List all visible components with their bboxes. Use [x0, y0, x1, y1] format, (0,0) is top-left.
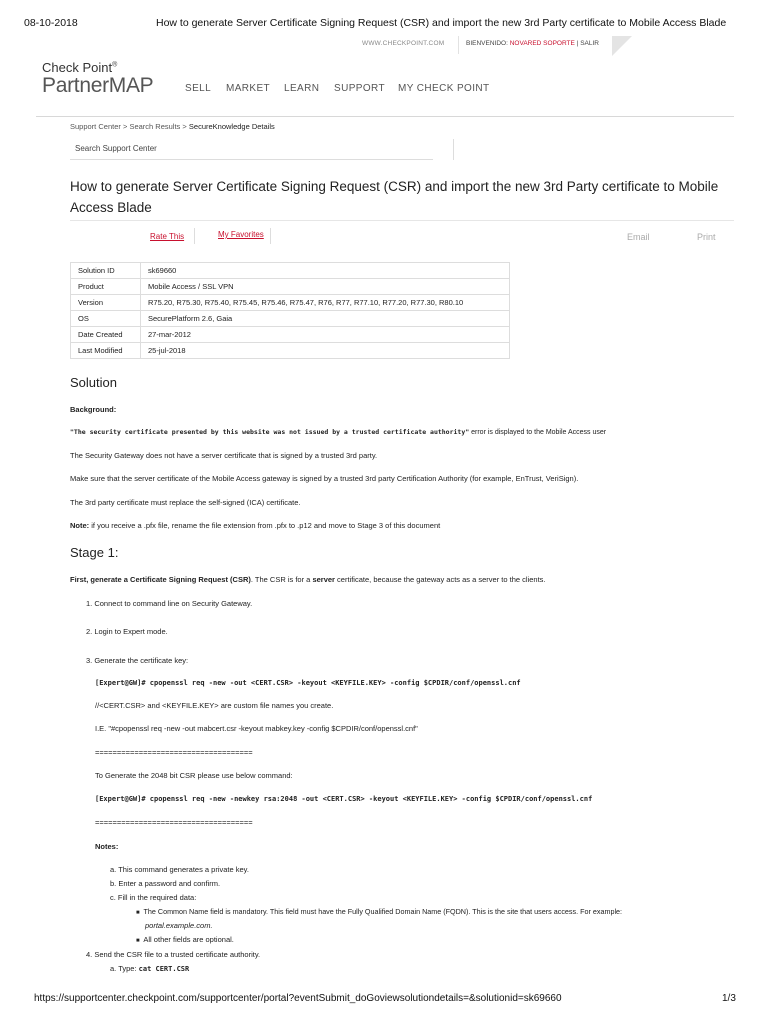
logo-checkpoint[interactable]: Check Point®	[42, 60, 118, 75]
rate-this-link[interactable]: Rate This	[150, 232, 185, 241]
command-code: [Expert@GW]# cpopenssl req -new -out <CERT.CSR> -keyout <KEYFILE.KEY> -config $CPDIR/conf/openssl.cnf	[95, 679, 521, 687]
list-item: a. This command generates a private key.	[110, 865, 249, 874]
table-row	[71, 279, 510, 295]
page-title: How to generate Server Certificate Signing Request (CSR) and import the new 3rd Party certificate to Mobile Access Blade	[70, 179, 719, 215]
meta-key: Version	[71, 295, 141, 311]
welcome-text	[466, 40, 599, 47]
nav-sell[interactable]: SELL	[185, 83, 212, 94]
user-link[interactable]: NOVARED SOPORTE	[509, 40, 575, 47]
search-input[interactable]: Search Support Center	[70, 139, 433, 160]
stage1-heading: Stage 1:	[70, 545, 119, 560]
error-quote: "The security certificate presented by this website was not issued by a trusted certificate authority"	[70, 428, 470, 436]
nav-market[interactable]: MARKET	[226, 83, 271, 94]
list-item: 4. Send the CSR file to a trusted certificate authority.	[86, 950, 261, 959]
email-button[interactable]: Email	[627, 232, 650, 242]
print-button[interactable]: Print	[697, 232, 716, 242]
paragraph: Make sure that the server certificate of the Mobile Access gateway is signed by a trusted 3rd party Certification Authority (for example, EnTrust, VeriSign).	[70, 474, 579, 483]
notes-label: Notes:	[95, 842, 119, 851]
list-item: 3. Generate the certificate key:	[86, 656, 189, 665]
search-divider	[453, 139, 454, 160]
solution-meta-table	[70, 262, 510, 359]
list-item-example: portal.example.com.	[145, 921, 213, 930]
meta-value: 25-jul-2018	[141, 343, 510, 359]
table-row	[71, 343, 510, 359]
list-item: ■ All other fields are optional.	[136, 935, 234, 944]
nav-learn[interactable]: LEARN	[284, 83, 320, 94]
breadcrumb: Support Center > Search Results > SecureKnowledge Details	[70, 122, 275, 131]
list-item: b. Enter a password and confirm.	[110, 879, 221, 888]
background-label: Background:	[70, 405, 117, 414]
title-divider	[70, 220, 734, 221]
meta-key: Product	[71, 279, 141, 295]
breadcrumb-search-results[interactable]: Search Results	[129, 122, 181, 131]
breadcrumb-support-center[interactable]: Support Center	[70, 122, 121, 131]
stage1-intro: First, generate a Certificate Signing Request (CSR). The CSR is for a server certificate, because the gateway acts as a server to the clients.	[70, 575, 546, 584]
meta-value: SecurePlatform 2.6, Gaia	[141, 311, 510, 327]
logo-partnermap[interactable]: PartnerMAP	[42, 74, 154, 97]
list-item: ■ The Common Name field is mandatory. This field must have the Fully Qualified Domain Name (FQDN). This is the site that users access. For example:	[136, 907, 623, 916]
command-code: [Expert@GW]# cpopenssl req -new -newkey rsa:2048 -out <CERT.CSR> -keyout <KEYFILE.KEY> -config $CPDIR/conf/openssl.cnf	[95, 795, 593, 803]
paragraph: To Generate the 2048 bit CSR please use below command:	[95, 771, 293, 780]
meta-key: Solution ID	[71, 263, 141, 279]
list-item: 1. Connect to command line on Security Gateway.	[86, 599, 253, 608]
note-text: if you receive a .pfx file, rename the file extension from .pfx to .p12 and move to Stage 3 of this document	[89, 521, 441, 530]
meta-value: Mobile Access / SSL VPN	[141, 279, 510, 295]
my-favorites-link[interactable]: My Favorites	[218, 230, 264, 239]
error-rest: error is displayed to the Mobile Access user	[469, 429, 607, 436]
print-title: How to generate Server Certificate Signing Request (CSR) and import the new 3rd Party certificate to Mobile Access Blade	[156, 17, 727, 29]
note-paragraph	[70, 521, 440, 530]
meta-value: R75.20, R75.30, R75.40, R75.45, R75.46, R75.47, R76, R77, R77.10, R77.20, R77.30, R80.10	[141, 295, 510, 311]
nav-support[interactable]: SUPPORT	[334, 83, 385, 94]
table-row	[71, 327, 510, 343]
meta-key: Date Created	[71, 327, 141, 343]
page-number: 1/3	[722, 993, 736, 1004]
code-example: I.E. "#cpopenssl req -new -out mabcert.csr -keyout mabkey.key -config $CPDIR/conf/openssl.cnf"	[95, 724, 418, 733]
header-divider	[36, 116, 734, 117]
paragraph: The Security Gateway does not have a server certificate that is signed by a trusted 3rd party.	[70, 451, 378, 460]
top-bar	[0, 36, 768, 56]
solution-heading: Solution	[70, 375, 117, 390]
action-divider	[270, 228, 271, 244]
meta-key: OS	[71, 311, 141, 327]
divider-text: ====================================	[95, 818, 253, 827]
table-row	[71, 311, 510, 327]
meta-value: 27-mar-2012	[141, 327, 510, 343]
logout-link[interactable]: SALIR	[580, 40, 599, 47]
list-item: c. Fill in the required data:	[110, 893, 197, 902]
list-item: 2. Login to Expert mode.	[86, 627, 168, 636]
breadcrumb-current: SecureKnowledge Details	[188, 122, 275, 131]
action-divider	[194, 228, 195, 244]
print-date: 08-10-2018	[24, 17, 78, 29]
divider-text: ====================================	[95, 748, 253, 757]
welcome-label: BIENVENIDO:	[466, 40, 508, 47]
topbar-pipe: |	[576, 40, 579, 47]
website-link[interactable]: WWW.CHECKPOINT.COM	[362, 40, 445, 47]
list-item: a. Type: cat CERT.CSR	[110, 964, 190, 973]
paragraph: The 3rd party certificate must replace the self-signed (ICA) certificate.	[70, 498, 301, 507]
topbar-divider	[458, 36, 459, 54]
note-label: Note:	[70, 521, 90, 530]
corner-decoration	[612, 36, 632, 56]
nav-my-check-point[interactable]: MY CHECK POINT	[398, 83, 490, 94]
meta-value: sk69660	[141, 263, 510, 279]
footer-url: https://supportcenter.checkpoint.com/supportcenter/portal?eventSubmit_doGoviewsolutiondetails=&solutionid=sk69660	[34, 993, 562, 1004]
table-row	[71, 295, 510, 311]
error-paragraph	[70, 428, 606, 436]
meta-key: Last Modified	[71, 343, 141, 359]
code-comment: //<CERT.CSR> and <KEYFILE.KEY> are custom file names you create.	[95, 701, 334, 710]
table-row	[71, 263, 510, 279]
